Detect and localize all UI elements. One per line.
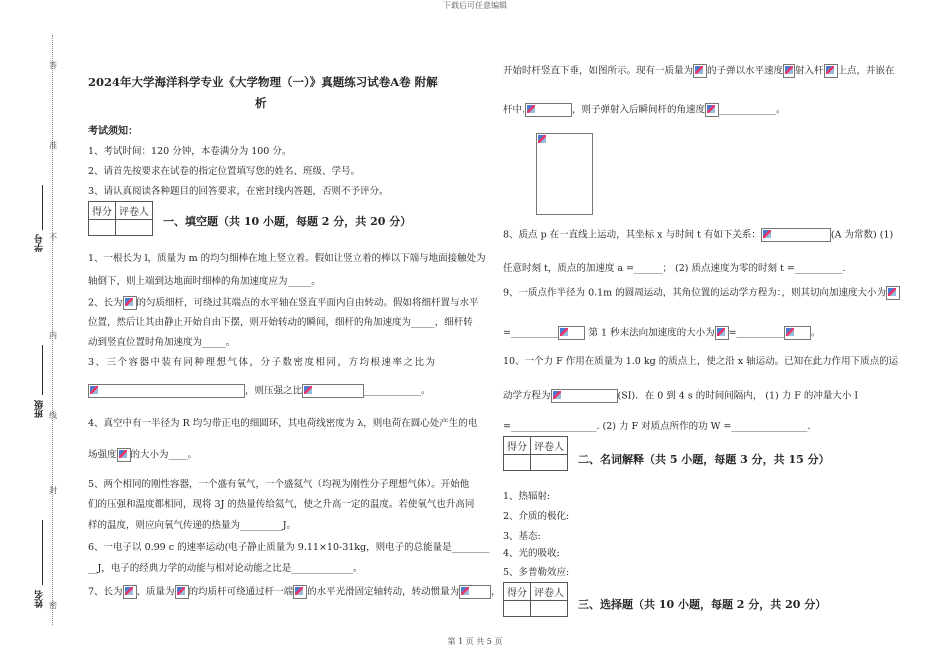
- class-label: 班级: [35, 400, 45, 418]
- score-cell[interactable]: [504, 455, 531, 471]
- question-3-cont: [88, 384, 431, 398]
- q-text: 、质量为: [136, 586, 175, 598]
- q-text: 动学方程为: [503, 390, 551, 402]
- score-box: [503, 582, 568, 617]
- q-text: 9、一质点作半径为 0.1m 的圆周运动，其角位置的运动学方程为：，则其切向加速度大小为: [503, 287, 886, 299]
- notice-item: 1、考试时间：120 分钟，本卷满分为 100 分。: [88, 146, 292, 157]
- section-title-fill-blank: 一、填空题（共 10 小题，每题 2 分，共 20 分）: [163, 215, 412, 228]
- q-text: ，则子弹射入后瞬间杆的角速度: [572, 104, 706, 116]
- seal-mark: 封: [49, 486, 57, 495]
- score-label: 得分: [504, 437, 531, 455]
- q-text: ____________。: [364, 385, 431, 397]
- question-6: 6、一电子以 0.99 c 的速率运动(电子静止质量为 9.11×10-31kg，则电子的总能量是________: [88, 542, 490, 553]
- q-text: 的水平光滑固定轴转动，转动惯量为: [307, 586, 460, 598]
- q-text: 杆中.: [503, 104, 526, 116]
- formula-image: [123, 296, 137, 310]
- term-item: 3、基态:: [503, 531, 541, 542]
- seal-mark: 内: [49, 331, 57, 340]
- question-1-cont: 轴倒下，则上端到达地面时细棒的角加速度应为_____。: [88, 276, 321, 287]
- page-header: 下载后可任意编辑: [443, 1, 507, 10]
- name-line: [42, 520, 43, 585]
- notice-title: 考试须知：: [88, 126, 138, 137]
- q-text: __________: [510, 327, 559, 339]
- formula-image: [693, 64, 707, 78]
- q-text: (SI)．在 0 到 4 s 的时间间隔内， (1) 力 F 的冲量大小 I: [617, 390, 859, 402]
- q-text: =: [728, 327, 737, 339]
- question-4-cont: [88, 448, 197, 462]
- grader-label: 评卷人: [531, 437, 568, 455]
- formula-image: [525, 103, 572, 117]
- question-4: 4、真空中有一半径为 R 均匀带正电的细圆环，其电荷线密度为 λ，则电荷在圆心处产生的电: [88, 418, 478, 429]
- question-7-cont: [503, 64, 895, 78]
- name-label: 姓名: [35, 590, 45, 608]
- question-10-cont: =__________________. (2) 力 F 对质点所作的功 W =________________.: [503, 421, 811, 432]
- q-text: ，则压强之比: [245, 385, 303, 397]
- q-text: (A 为常数) (1): [830, 229, 894, 241]
- question-10: 10、一个力 F 作用在质量为 1.0 kg 的质点上，使之沿 x 轴运动。已知在此力作用下质点的运: [503, 356, 899, 367]
- seal-mark: 密: [49, 601, 57, 610]
- exam-title-line1: 2024年大学海洋科学专业《大学物理（一）》真题练习试卷A卷 附解: [88, 75, 438, 89]
- q-text: 第 1 秒末法向加速度的大小为: [585, 327, 715, 339]
- q-text: =: [503, 327, 511, 339]
- q-text: 的匀质细杆，可绕过其端点的水平轴在竖直平面内自由转动。假如将细杆置与水平: [136, 297, 479, 309]
- question-3: 3、三个容器中装有同种理想气体，分子数密度相同，方均根速率之比为: [88, 357, 437, 368]
- q-text: 开始时杆竖直下垂，如图所示。现有一质量为: [503, 65, 694, 77]
- term-item: 4、光的吸收:: [503, 548, 560, 559]
- formula-image: [88, 384, 245, 398]
- question-5: 5、两个相同的刚性容器，一个盛有氧气，一个盛氦气（均视为刚性分子理想气体）。开始他: [88, 479, 470, 490]
- question-5-cont: 们的压强和温度都相同，现将 3J 的热量传给氦气，使之升高一定的温度。若使氧气也升高同: [88, 499, 475, 510]
- question-2-cont: 位置，然后让其由静止开始自由下摆，则开始转动的瞬间，细杆的角加速度为_____，细杆转: [88, 317, 473, 328]
- formula-image: [558, 326, 585, 340]
- formula-image: [784, 326, 811, 340]
- seal-mark: 准: [49, 141, 57, 150]
- section-title-terms: 二、名词解释（共 5 小题，每题 3 分，共 15 分）: [578, 453, 830, 466]
- score-label: 得分: [89, 202, 116, 220]
- score-box: [88, 201, 153, 236]
- question-10-cont: [503, 389, 858, 403]
- formula-image: [293, 585, 307, 599]
- question-8-cont: 任意时刻 t，质点的加速度 a =______； (2) 质点速度为零的时刻 t =__________.: [503, 263, 846, 274]
- seal-mark: 答: [49, 61, 57, 70]
- q-text: 。: [811, 327, 821, 339]
- score-cell[interactable]: [89, 220, 116, 236]
- formula-image: [123, 585, 137, 599]
- grader-cell[interactable]: [531, 601, 568, 617]
- grader-cell[interactable]: [116, 220, 153, 236]
- question-6-cont: __J，电子的经典力学的动能与相对论动能之比是_____________。: [88, 563, 363, 574]
- formula-image: [886, 286, 900, 300]
- q-text: 7、长为: [88, 586, 123, 598]
- question-8: [503, 228, 893, 242]
- formula-image: [824, 64, 838, 78]
- q-text: 的大小为____。: [130, 449, 198, 461]
- q-text: 上点，并嵌在: [837, 65, 895, 77]
- question-9-cont: [503, 326, 821, 340]
- rod-diagram-image: [536, 133, 593, 215]
- q-text: 2、长为: [88, 297, 123, 309]
- formula-image: [551, 389, 618, 403]
- grader-label: 评卷人: [116, 202, 153, 220]
- seal-mark: 线: [49, 411, 57, 420]
- section-title-choice: 三、选择题（共 10 小题，每题 2 分，共 20 分）: [578, 598, 827, 611]
- formula-image: [175, 585, 189, 599]
- grader-label: 评卷人: [531, 583, 568, 601]
- notice-item: 2、请首先按要求在试卷的指定位置填写您的姓名、班级、学号。: [88, 166, 361, 177]
- student-id-label: 学号: [35, 234, 45, 252]
- binding-strip: [0, 0, 80, 671]
- term-item: 2、介质的极化:: [503, 511, 570, 522]
- question-9: [503, 286, 900, 300]
- question-2: [88, 296, 479, 310]
- q-text: ____________。: [719, 104, 786, 116]
- exam-title-line2: 析: [255, 96, 267, 110]
- seal-mark: 不: [49, 233, 57, 242]
- question-7-cont: [503, 103, 786, 117]
- question-2-cont: 动到竖直位置时角加速度为_____。: [88, 337, 236, 348]
- term-item: 1、热辐射:: [503, 491, 551, 502]
- formula-image: [783, 64, 795, 78]
- formula-image: [715, 326, 729, 340]
- notice-item: 3、请认真阅读各种题目的回答要求，在密封线内答题，否则不予评分。: [88, 186, 389, 197]
- score-label: 得分: [504, 583, 531, 601]
- grader-cell[interactable]: [531, 455, 568, 471]
- q-text: 的子弹以水平速度: [707, 65, 784, 77]
- question-1: 1、一根长为 l，质量为 m 的均匀细棒在地上竖立着。假如让竖立着的棒以下端与地面接触处为: [88, 253, 486, 264]
- formula-image: [302, 384, 364, 398]
- q-text: ，: [491, 586, 501, 598]
- formula-image: [705, 103, 719, 117]
- class-line: [42, 345, 43, 395]
- q-text: 的均质杆可绕通过杆一端: [188, 586, 294, 598]
- q-text: 射入杆: [795, 65, 824, 77]
- question-5-cont: 样的温度，则应向氧气传递的热量为_________J。: [88, 520, 297, 531]
- term-item: 5、多普勒效应:: [503, 567, 570, 578]
- formula-image: [761, 228, 831, 242]
- q-text: 8、质点 p 在一直线上运动，其坐标 x 与时间 t 有如下关系：: [503, 229, 761, 241]
- formula-image: [459, 585, 491, 599]
- q-text: 场强度: [88, 449, 117, 461]
- q-text: __________: [736, 327, 785, 339]
- score-cell[interactable]: [504, 601, 531, 617]
- formula-image: [117, 448, 131, 462]
- score-box: [503, 436, 568, 471]
- question-7: [88, 585, 501, 599]
- page-footer: 第 1 页 共 5 页: [447, 637, 503, 646]
- student-id-line: [42, 185, 43, 230]
